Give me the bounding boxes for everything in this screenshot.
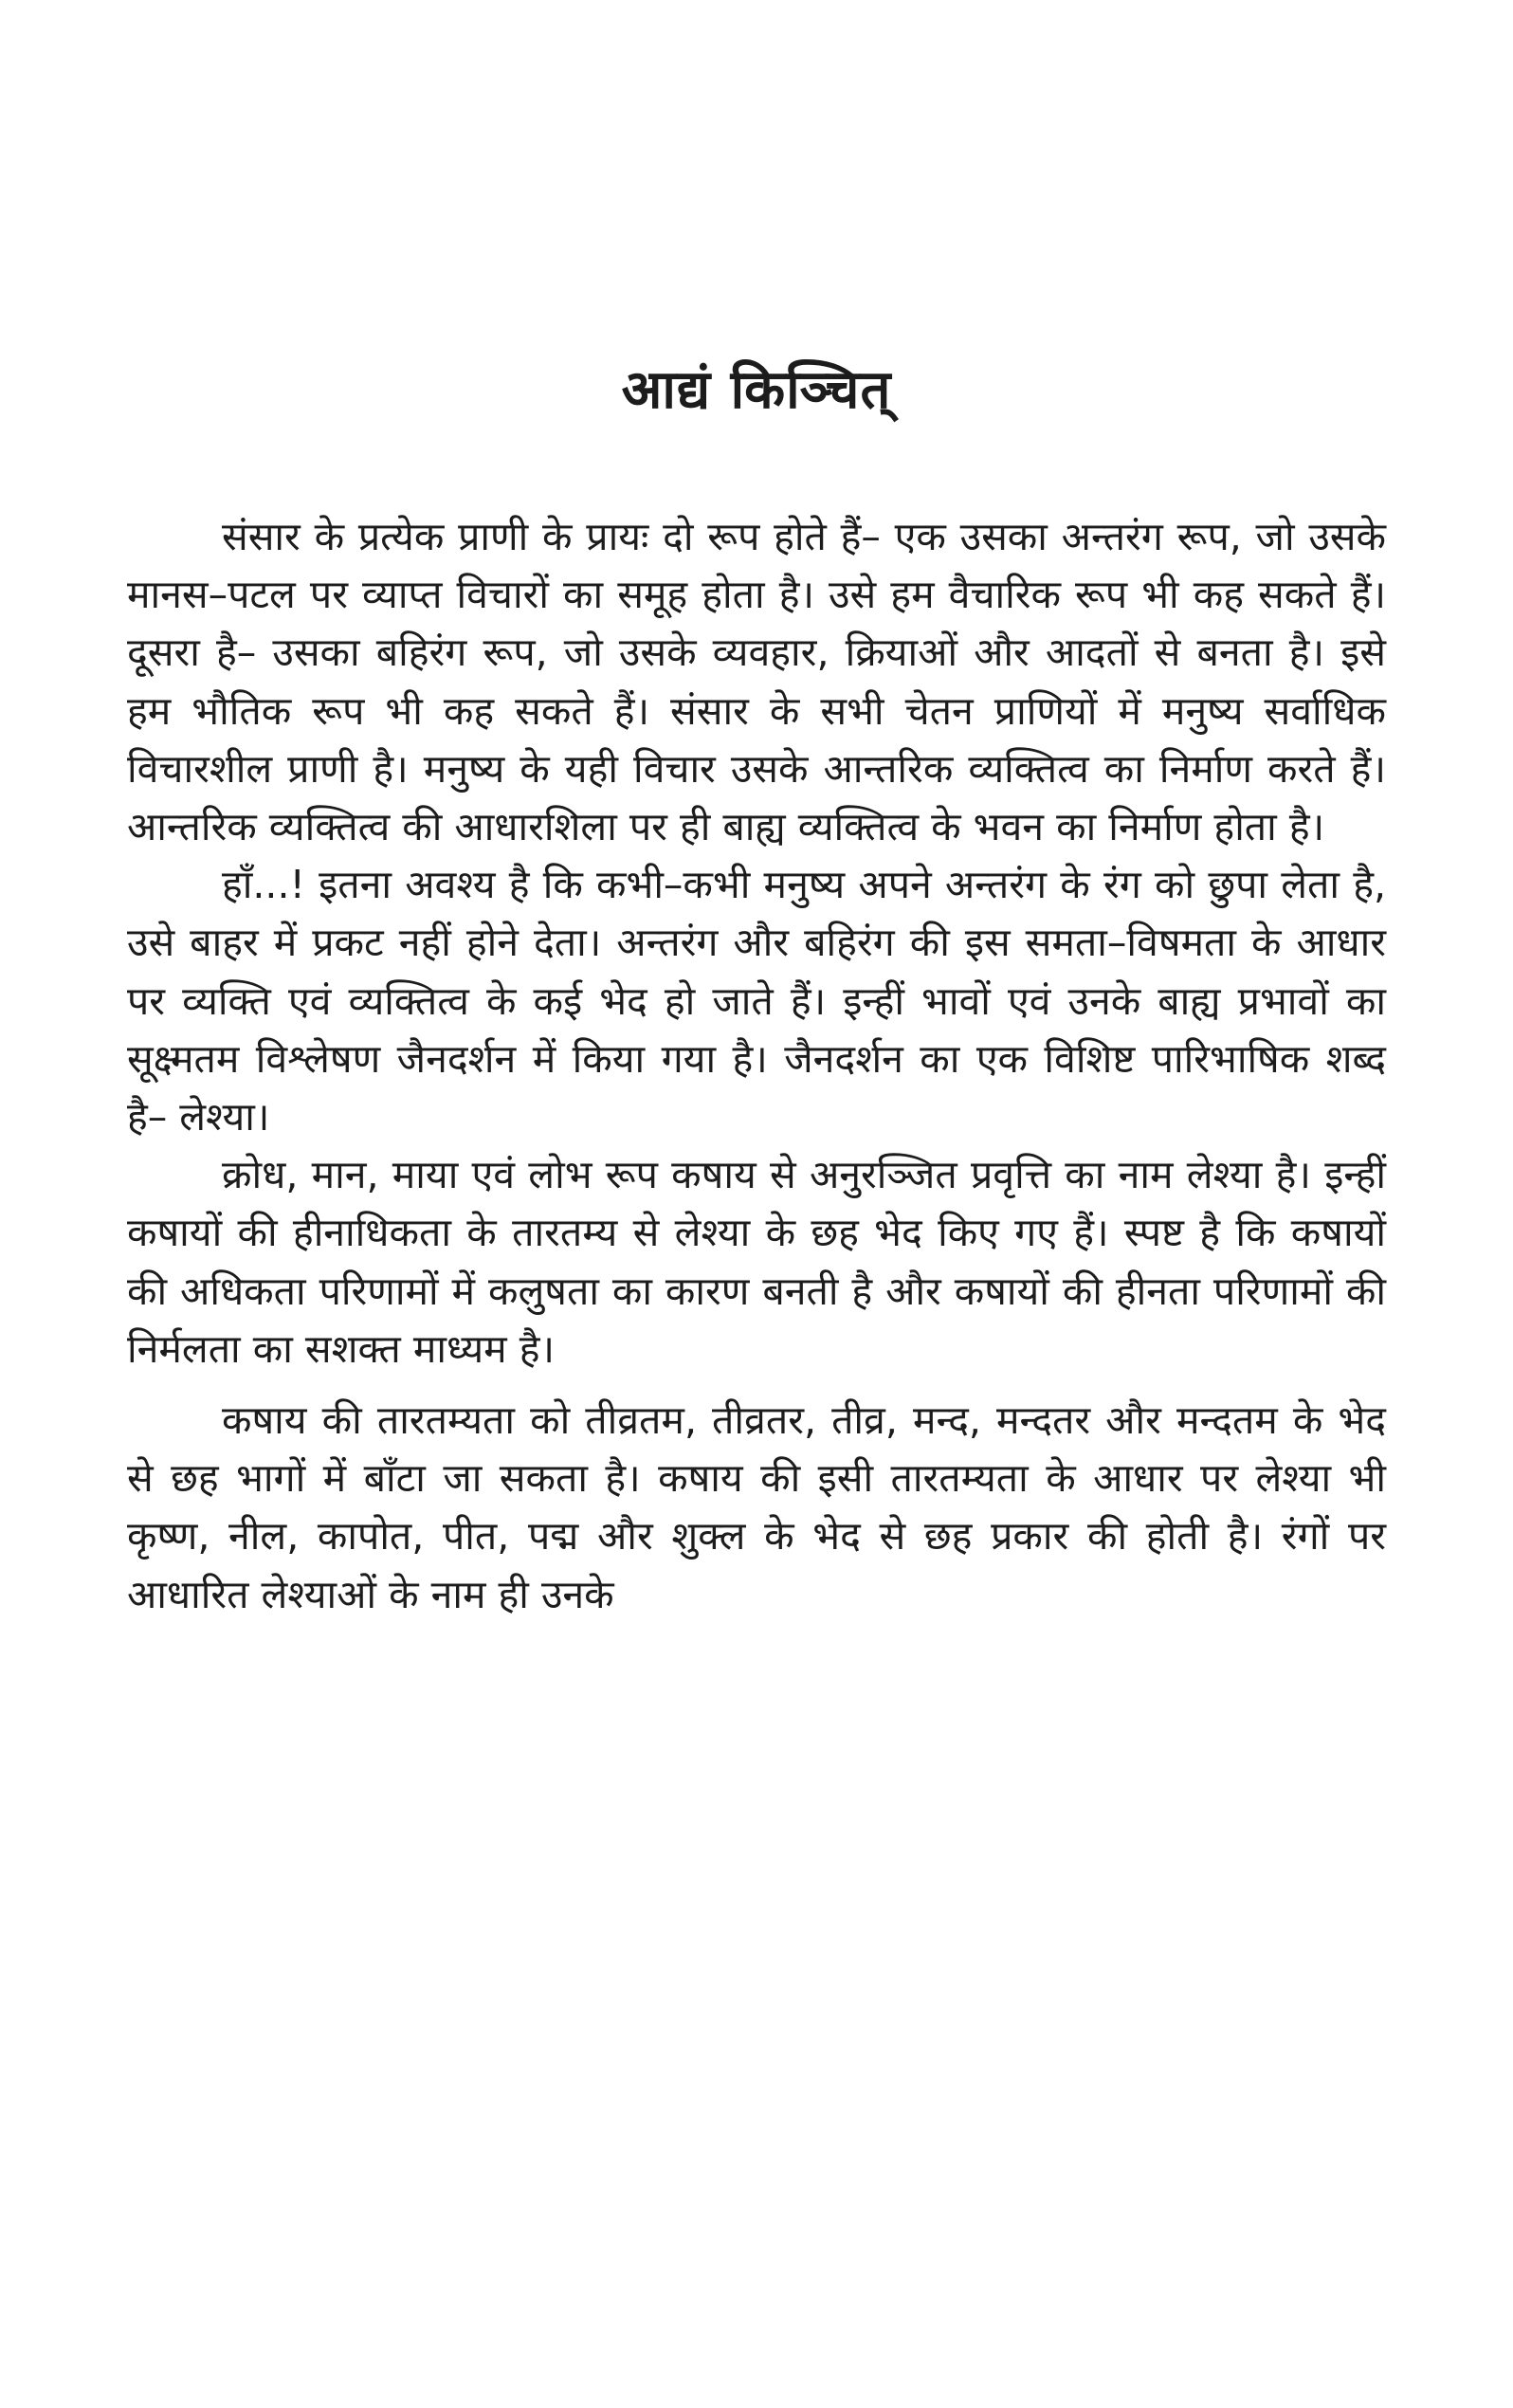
paragraph-2: हाँ...! इतना अवश्य है कि कभी–कभी मनुष्य अपने अन्तरंग के रंग को छुपा लेता है, उसे बाहर में प्रकट नहीं होने देता। अन्तरंग और बहिरंग की इस समता–विषमता के आधार पर व्यक्ति एवं व्यक्तित्व के कई भेद हो जाते हैं। इन्हीं भावों एवं उनके बाह्य प्रभावों का सूक्ष्मतम विश्लेषण जैनदर्शन में किया गया है। जैनदर्शन का एक विशिष्ट पारिभाषिक शब्द है– लेश्या। — [127, 862, 1386, 1140]
paragraph-4: कषाय की तारतम्यता को तीव्रतम, तीव्रतर, तीव्र, मन्द, मन्दतर और मन्दतम के भेद से छह भागों में बाँटा जा सकता है। कषाय की इसी तारतम्यता के आधार पर लेश्या भी कृष्ण, नील, कापोत, पीत, पद्म और शुक्ल के भेद से छह प्रकार की होती है। रंगों पर आधारित लेश्याओं के नाम ही उनके — [127, 1397, 1386, 1617]
paragraph-1: संसार के प्रत्येक प्राणी के प्रायः दो रूप होते हैं– एक उसका अन्तरंग रूप, जो उसके मानस–पटल पर व्याप्त विचारों का समूह होता है। उसे हम वैचारिक रूप भी कह सकते हैं। दूसरा है– उसका बहिरंग रूप, जो उसके व्यवहार, क्रियाओं और आदतों से बनता है। इसे हम भौतिक रूप भी कह सकते हैं। संसार के सभी चेतन प्राणियों में मनुष्य सर्वाधिक विचारशील प्राणी है। मनुष्य के यही विचार उसके आन्तरिक व्यक्तित्व का निर्माण करते हैं। आन्तरिक व्यक्तित्व की आधारशिला पर ही बाह्य व्यक्तित्व के भवन का निर्माण होता है। — [127, 514, 1386, 850]
paragraph-3: क्रोध, मान, माया एवं लोभ रूप कषाय से अनुरञ्जित प्रवृत्ति का नाम लेश्या है। इन्हीं कषायों की हीनाधिकता के तारतम्य से लेश्या के छह भेद किए गए हैं। स्पष्ट है कि कषायों की अधिकता परिणामों में कलुषता का कारण बनती है और कषायों की हीनता परिणामों की निर्मलता का सशक्त माध्यम है। — [127, 1152, 1386, 1372]
body-text — [127, 508, 1386, 1624]
page-title: आद्यं किञ्चित् — [621, 359, 892, 421]
